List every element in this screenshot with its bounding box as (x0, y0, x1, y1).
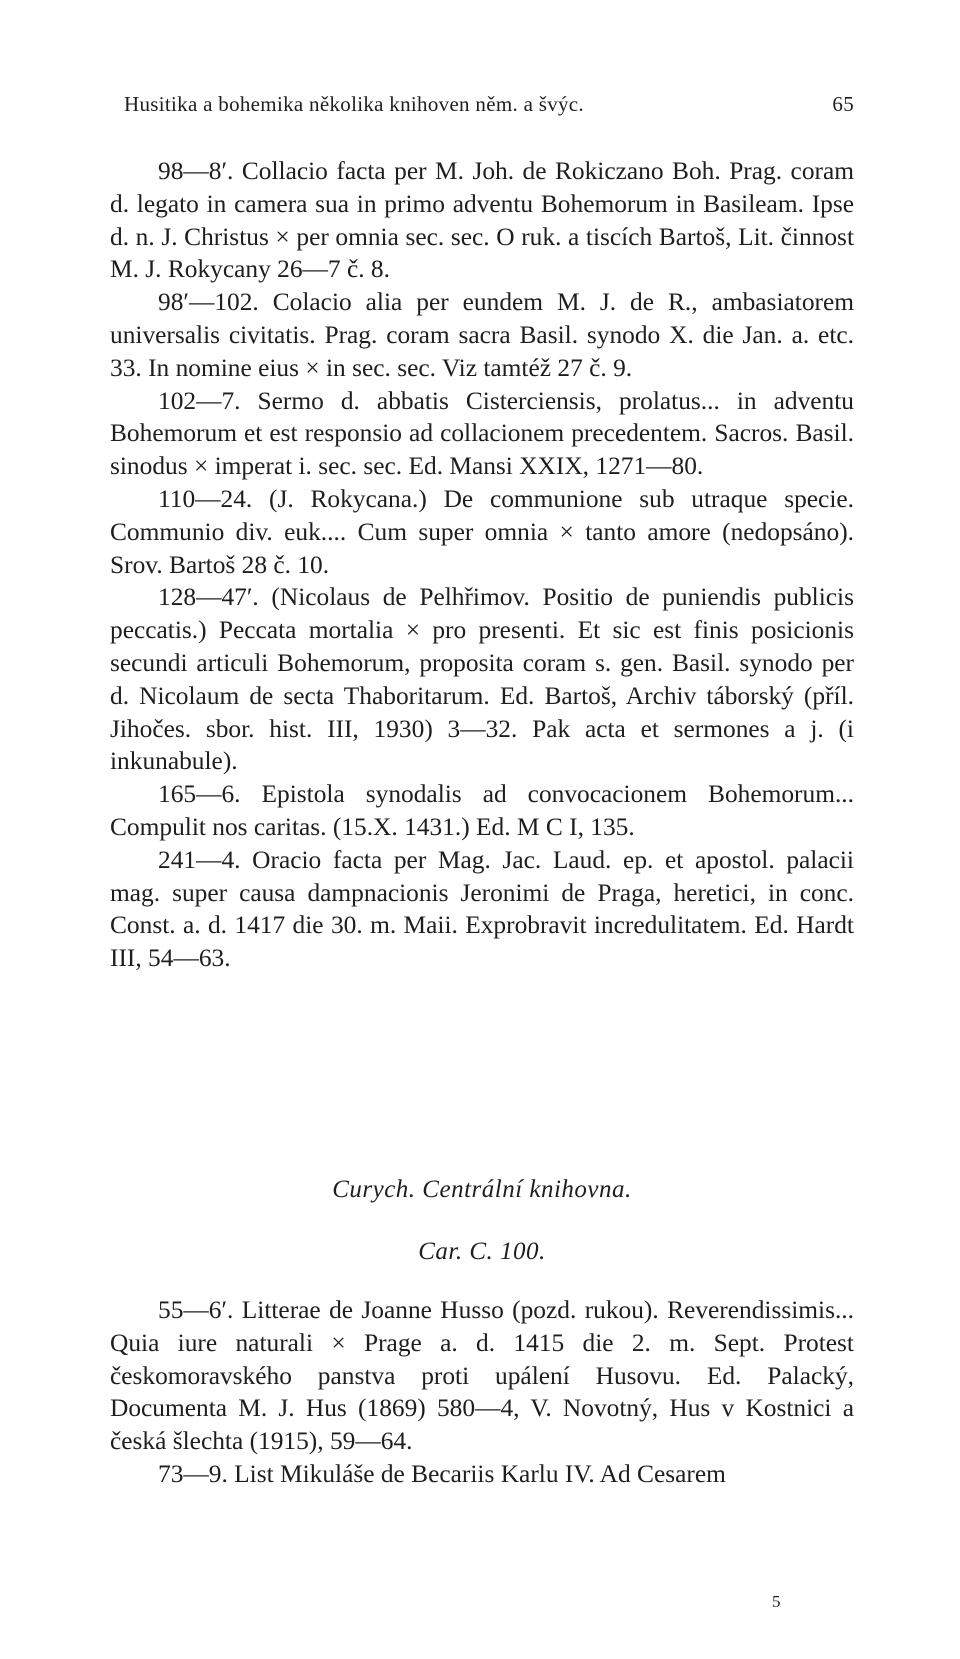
catalog-entry: 241—4. Oracio facta per Mag. Jac. Laud. ep. et apostol. palacii mag. super causa dampnacionis Jeronimi de Praga, heretici, in conc. Const. a. d. 1417 die 30. m. Maii. Exprobravit incredulitatem. Ed. Hardt III, 54—63. (110, 845, 854, 973)
running-head-title: Husitika a bohemika několika knihoven něm. a švýc. (124, 92, 584, 116)
catalog-entry: 73—9. List Mikuláše de Becariis Karlu IV. Ad Cesarem (158, 1459, 726, 1488)
signature-mark: 5 (772, 1592, 781, 1611)
catalog-entries-part2 (110, 1294, 854, 1491)
catalog-entry: 128—47′. (Nicolaus de Pelhřimov. Positio de puniendis publicis peccatis.) Peccata mortalia × pro presenti. Et sic est finis posicionis secundi articuli Bohemorum, proposita coram s. gen. Basil. synodo per d. Nicolaum de secta Thaboritarum. Ed. Bartoš, Archiv táborský (příl. Jihočes. sbor. hist. III, 1930) 3—32. Pak acta et sermones a j. (i inkunabule). (110, 583, 854, 776)
library-heading: Curych. Centrální knihovna. (332, 1176, 632, 1203)
catalog-entries-part1 (110, 155, 854, 975)
catalog-entry: 98—8′. Collacio facta per M. Joh. de Rokiczano Boh. Prag. coram d. legato in camera sua in primo adventu Bohemorum in Basileam. Ipse d. n. J. Christus × per omnia sec. sec. O ruk. a tiscích Bartoš, Lit. činnost M. J. Rokycany 26—7 č. 8. (110, 157, 854, 284)
shelfmark-heading: Car. C. 100. (418, 1238, 546, 1265)
catalog-entry: 102—7. Sermo d. abbatis Cisterciensis, prolatus... in adventu Bohemorum et est responsio ad collacionem precedentem. Sacros. Basil. sinodus × imperat i. sec. sec. Ed. Mansi XXIX, 1271—80. (110, 386, 854, 481)
running-head (124, 92, 854, 122)
page-number: 65 (832, 92, 854, 116)
catalog-entry: 165—6. Epistola synodalis ad convocacionem Bohemorum... Compulit nos caritas. (15.X. 1431.) Ed. M C I, 135. (110, 780, 854, 841)
catalog-entry: 110—24. (J. Rokycana.) De communione sub utraque specie. Communio div. euk.... Cum super omnia × tanto amore (nedopsáno). Srov. Bartoš 28 č. 10. (110, 484, 854, 579)
catalog-entry: 55—6′. Litterae de Joanne Husso (pozd. rukou). Reverendissimis... Quia iure naturali × Prage a. d. 1415 die 2. m. Sept. Protest českomoravského panstva proti upálení Husovu. Ed. Palacký, Documenta M. J. Hus (1869) 580—4, V. Novotný, Hus v Kostnici a česká šlechta (1915), 59—64. (110, 1296, 854, 1456)
catalog-entry: 98′—102. Colacio alia per eundem M. J. de R., ambasiatorem universalis civitatis. Prag. coram sacra Basil. synodo X. die Jan. a. etc. 33. In nomine eius × in sec. sec. Viz tamtéž 27 č. 9. (110, 288, 854, 382)
